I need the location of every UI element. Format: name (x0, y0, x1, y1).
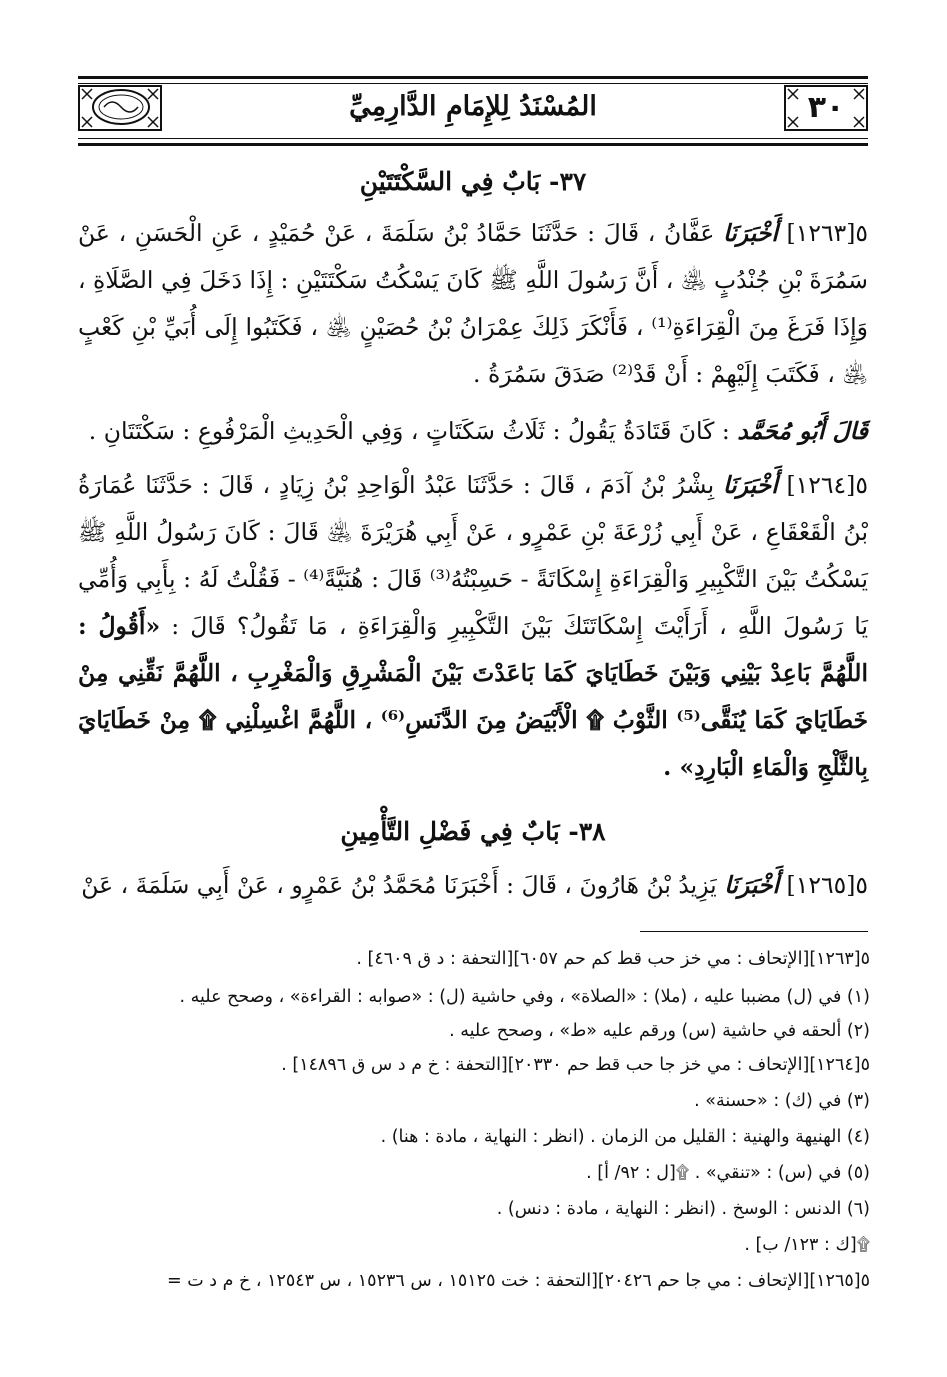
footnote-divider (640, 931, 868, 932)
footnote: (٢) ألحقه في حاشية (س) ورقم عليه «ط» ، وصحح عليه . (449, 1021, 870, 1041)
hadith-text: عَفَّانُ ، قَالَ : حَدَّثَنَا حَمَّادُ بْنُ سَلَمَةَ ، عَنْ حُمَيْدٍ ، عَنِ الْحَسَنِ ، عَنْ سَمُرَةَ بْنِ جُنْدُبٍ ﵁ ، أَنَّ رَسُولَ اللَّهِ ﷺ كَانَ يَسْكُتُ سَكْتَتَيْنِ : إِذَا دَخَلَ فِي الصَّلَاةِ ، وَإِذَا فَرَغَ مِنَ الْقِرَاءَةِ⁽¹⁾ ، فَأَنْكَرَ ذَلِكَ عِمْرَانُ بْنُ حُصَيْنٍ ﵁ ، فَكَتَبُوا إِلَى أُبَيِّ بْنِ كَعْبٍ ﵁ ، فَكَتَبَ إِلَيْهِمْ : أَنْ قَدْ⁽²⁾ صَدَقَ سَمُرَةُ . (78, 219, 869, 388)
page-number: ٣٠ (807, 90, 845, 125)
hadith-number: ٥[١٢٦٤] (786, 471, 868, 499)
hadith-number: ٥[١٢٦٣] (786, 219, 869, 247)
hadith-lead: أَخْبَرَنَا (722, 471, 778, 499)
hadith-1265 (78, 862, 868, 909)
hadith-text: بِشْرُ بْنُ آدَمَ ، قَالَ : حَدَّثَنَا عَبْدُ الْوَاحِدِ بْنُ زِيَادٍ ، قَالَ : حَدَّثَنَا عُمَارَةُ بْنُ الْقَعْقَاعِ ، عَنْ أَبِي زُرْعَةَ بْنِ عَمْرٍو ، عَنْ أَبِي هُرَيْرَةَ ﵁ قَالَ : كَانَ رَسُولُ اللَّهِ ﷺ يَسْكُتُ بَيْنَ التَّكْبِيرِ وَالْقِرَاءَةِ إِسْكَاتَةً - حَسِبْتُهُ⁽³⁾ قَالَ : هُنَيَّةً⁽⁴⁾ - فَقُلْتُ لَهُ : بِأَبِي وَأُمِّي يَا رَسُولَ اللَّهِ ، أَرَأَيْتَ إِسْكَاتَتَكَ بَيْنَ التَّكْبِيرِ وَالْقِرَاءَةِ ، مَا تَقُولُ؟ قَالَ : (78, 471, 868, 640)
hadith-lead: أَخْبَرَنَا (723, 219, 778, 247)
footnote: (٥) في (س) : «تنقي» . ۩[ل : ٩٢/ أ] . (586, 1163, 870, 1183)
hadith-lead: أَخْبَرَنَا (724, 871, 780, 899)
footnote: ٥[١٢٦٤][الإتحاف : مي خز جا حب قط حم ٢٠٣٣٠][التحفة : خ م د س ق ١٤٨٩٦] . (281, 1055, 870, 1075)
chapter-heading: ٣٨- بَابٌ فِي فَضْلِ التَّأْمِينِ (340, 817, 606, 846)
footnote: (٦) الدنس : الوسخ . (انظر : النهاية ، مادة : دنس) . (496, 1199, 870, 1219)
running-title: المُسْنَدُ لِلإِمَامِ الدَّارِمِيِّ (349, 91, 597, 122)
supplication-text: «أَقُولُ : اللَّهُمَّ بَاعِدْ بَيْنِي وَبَيْنَ خَطَايَايَ كَمَا بَاعَدْتَ بَيْنَ الْمَشْرِقِ وَالْمَغْرِبِ ، اللَّهُمَّ نَقِّنِي مِنْ خَطَايَايَ كَمَا يُنَقَّى⁽⁵⁾ الثَّوْبُ ۩ الْأَبْيَضُ مِنَ الدَّنَسِ⁽⁶⁾ ، اللَّهُمَّ اغْسِلْنِي ۩ مِنْ خَطَايَايَ بِالثَّلْجِ وَالْمَاءِ الْبَارِدِ» . (78, 612, 868, 781)
author-comment (78, 408, 868, 455)
hadith-1264 (78, 462, 868, 791)
footnote: ٥[١٢٦٣][الإتحاف : مي خز حب قط كم حم ٦٠٥٧][التحفة : د ق ٤٦٠٩] . (356, 949, 870, 969)
footnote: ٥[١٢٦٥][الإتحاف : مي جا حم ٢٠٤٢٦][التحفة : خت ١٥١٢٥ ، س ١٥٢٣٦ ، س ١٢٥٤٣ ، خ م د ت = (166, 1271, 870, 1291)
footnote: (٣) في (ك) : «حسنة» . (694, 1091, 870, 1111)
page-header (78, 76, 868, 146)
chapter-heading: ٣٧- بَابٌ فِي السَّكْتَتَيْنِ (359, 167, 587, 196)
hadith-text: يَزِيدُ بْنُ هَارُونَ ، قَالَ : أَخْبَرَنَا مُحَمَّدُ بْنُ عَمْرٍو ، عَنْ أَبِي سَلَمَةَ ، عَنْ (81, 871, 717, 899)
hadith-1263 (78, 210, 868, 398)
footnote: ۩[ك : ١٢٣/ ب] . (744, 1235, 870, 1255)
footnote: (١) في (ل) مضببا عليه ، (ملا) : «الصلاة» ، وفي حاشية (ل) : «صوابه : القراءة» ، وصحح عليه . (179, 987, 870, 1007)
seal-icon (86, 85, 156, 129)
comment-text: : كَانَ قَتَادَةُ يَقُولُ : ثَلَاثُ سَكَتَاتٍ ، وَفِي الْحَدِيثِ الْمَرْفُوعِ : سَكْتَتَانِ . (88, 417, 730, 445)
footnote: (٤) الهنيهة والهنية : القليل من الزمان . (انظر : النهاية ، مادة : هنا) . (380, 1127, 870, 1147)
hadith-number: ٥[١٢٦٥] (786, 871, 868, 899)
comment-lead: قَالَ أَبُو مُحَمَّد (737, 417, 868, 445)
